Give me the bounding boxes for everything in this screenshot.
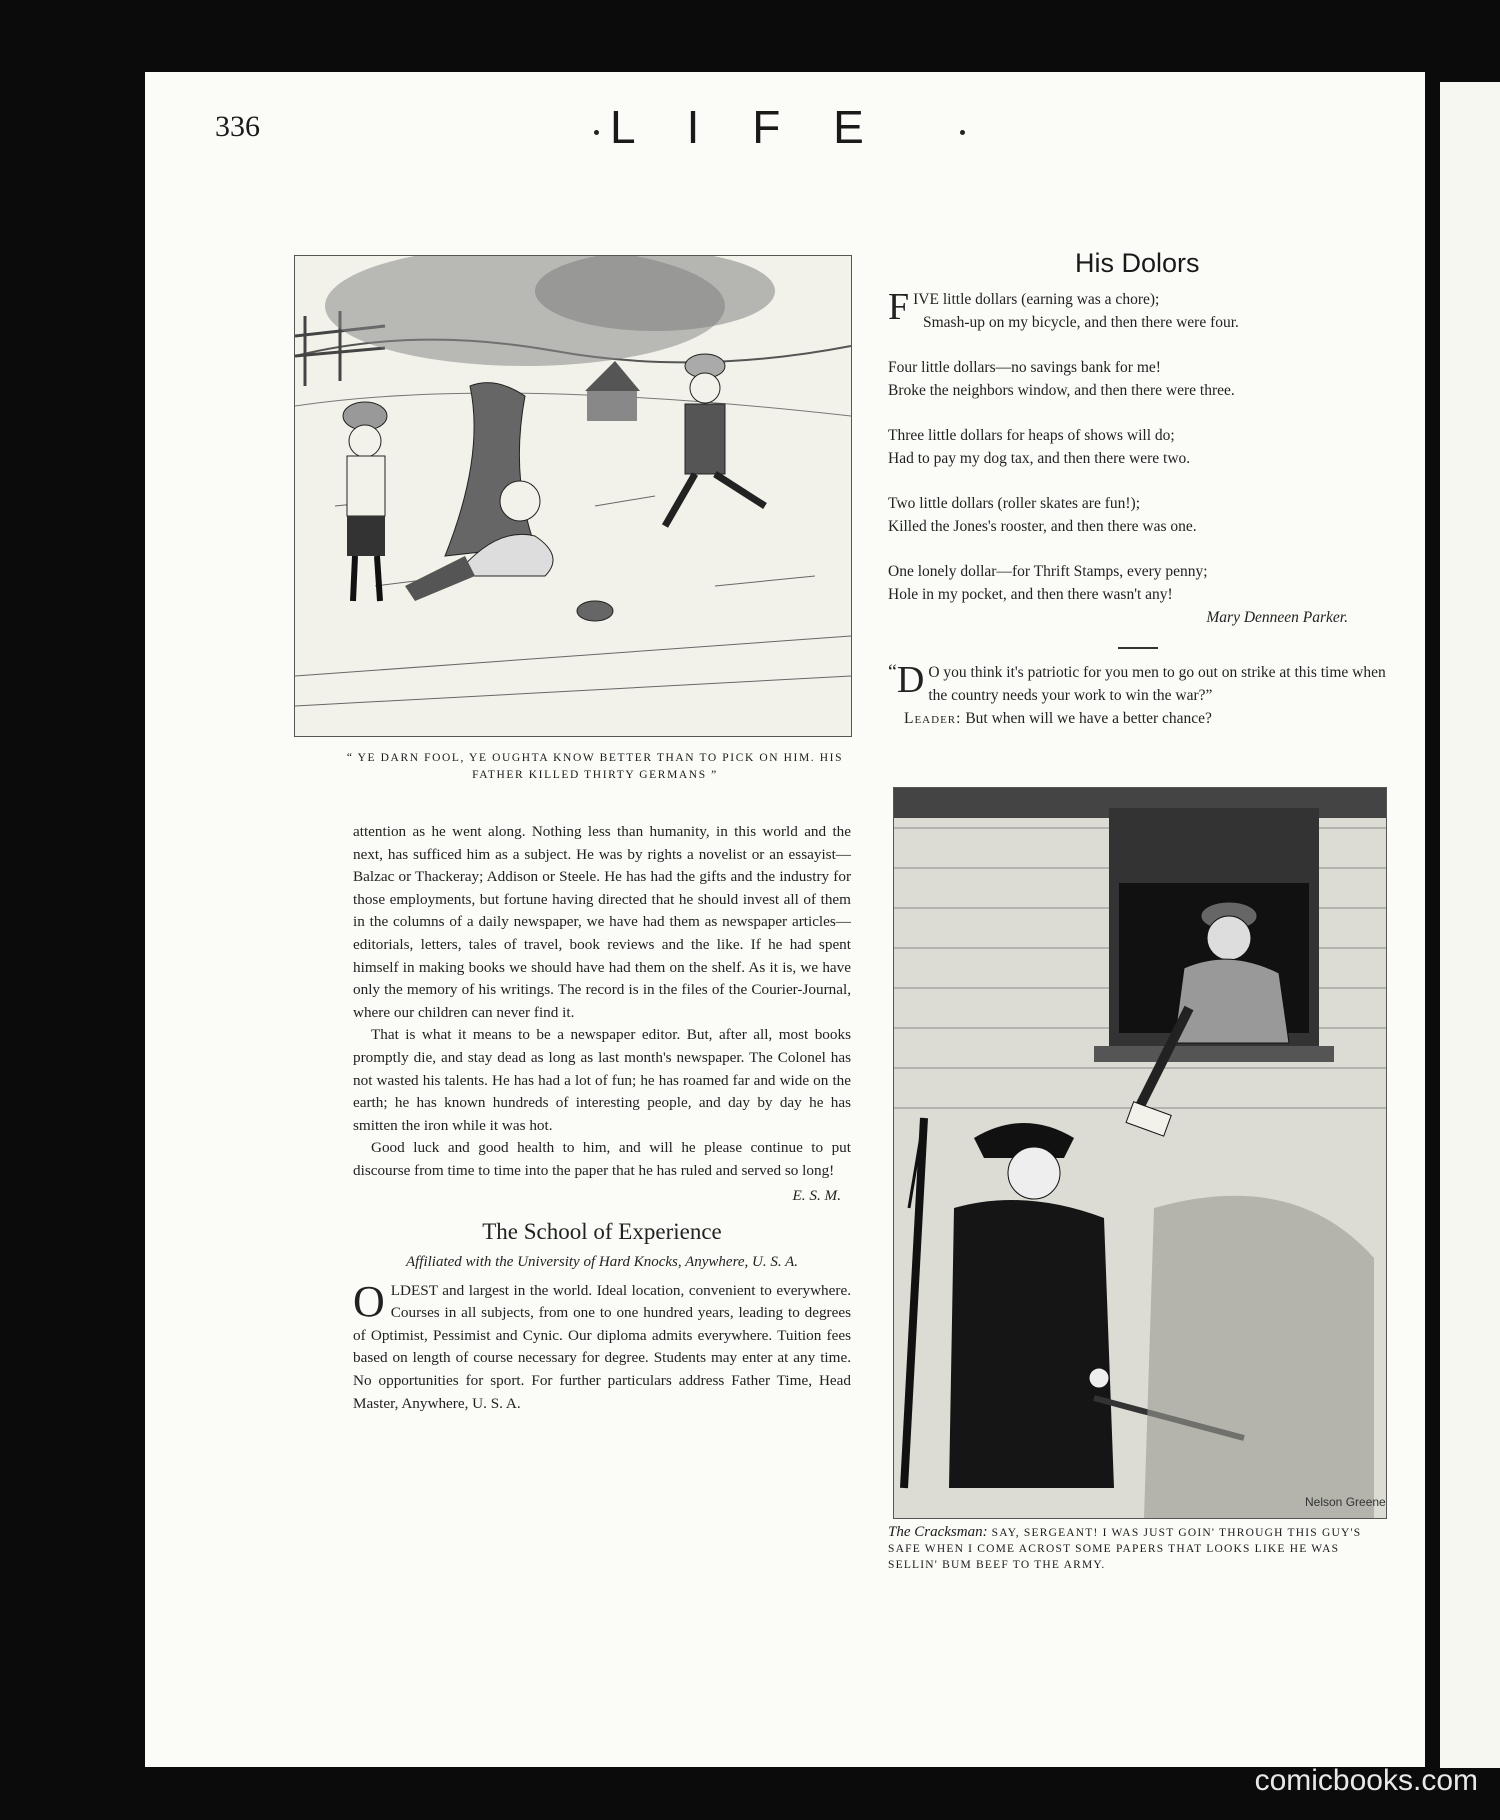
strike-joke	[888, 661, 1388, 730]
cartoon-cracksman-illustration	[893, 787, 1387, 1519]
watermark: comicbooks.com	[1254, 1764, 1478, 1797]
poem-line: Three little dollars for heaps of shows will do;	[888, 427, 1175, 444]
caption-speaker: The Cracksman:	[888, 1524, 988, 1540]
editorial-paragraph-3: Good luck and good health to him, and will he please continue to put discourse from time to time into the paper that he has ruled and served so long!	[353, 1139, 851, 1179]
school-title: The School of Experience	[482, 1219, 722, 1245]
editorial-paragraph-1: attention as he went along. Nothing less than humanity, in this world and the next, has sufficed him as a subject. He was by rights a novelist or an essayist—Balzac or Thackeray; Addison or Steele. He has had the gifts and the industry for those employments, but fortune having directed that he should invest all of them in the columns of a daily newspaper, we have had them as newspaper articles—editorials, letters, tales of travel, book reviews and the like. If he had spent himself in making books we should have had them on the shelf. As it is, we have only the memory of his writings. The record is in the files of the Courier-Journal, where our children can never find it.	[353, 823, 851, 1021]
poem-line: Killed the Jones's rooster, and then there was one.	[888, 518, 1197, 535]
school-text: LDEST and largest in the world. Ideal location, convenient to everywhere. Courses in all subjects, from one to one hundred years, leading to degrees of Optimist, Pessimist and Cynic. Our diploma admits everywhere. Tuition fees based on length of course necessary for degree. Students may enter at any time. No opportunities for sport. For further particulars address Father Time, Head Master, Anywhere, U. S. A.	[353, 1281, 851, 1412]
poem-line: Hole in my pocket, and then there wasn't any!	[888, 586, 1173, 603]
poem-stanza	[888, 288, 1388, 334]
poem-stanza	[888, 356, 1388, 402]
joke-open-quote: “	[888, 661, 897, 683]
masthead-dot-left	[594, 130, 599, 135]
masthead: L I F E	[610, 101, 884, 153]
poem-line: Smash-up on my bicycle, and then there were four.	[923, 314, 1239, 331]
joke-dropcap: D	[896, 659, 925, 701]
poem-line: One lonely dollar—for Thrift Stamps, every penny;	[888, 563, 1208, 580]
editorial-paragraph-2: That is what it means to be a newspaper editor. But, after all, most books promptly die, and stay dead as long as last month's newspaper. The Colonel has not wasted his talents. He has had a lot of fun; he has roamed far and wide on the earth; he has known hundreds of interesting people, and day by day he has smitten the iron while it was hot.	[353, 1026, 851, 1134]
poem-stanza	[888, 424, 1388, 470]
caption-text: SAY, SERGEANT! I WAS JUST GOIN' THROUGH THIS GUY'S SAFE WHEN I COME ACROST SOME PAPERS THAT LOOKS LIKE HE WAS SELLIN' BUM BEEF TO THE ARMY.	[888, 1527, 1362, 1571]
poem-dropcap: F	[888, 286, 910, 328]
section-divider	[1118, 647, 1158, 649]
cartoon-cracksman-artist-signature: Nelson Greene	[1305, 1495, 1386, 1509]
poem-author: Mary Denneen Parker.	[1206, 609, 1348, 626]
poem-stanza	[888, 560, 1388, 606]
joke-speaker: Leader:	[904, 710, 962, 727]
poem-line: Broke the neighbors window, and then there were three.	[888, 382, 1235, 399]
poem-line: Two little dollars (roller skates are fun!);	[888, 495, 1140, 512]
poem-stanza	[888, 492, 1388, 538]
joke-question: O you think it's patriotic for you men to go out on strike at this time when the country needs your work to win the war?”	[928, 664, 1386, 704]
adjacent-page-edge	[1435, 82, 1500, 1768]
cartoon-boys-caption: “ YE DARN FOOL, YE OUGHTA KNOW BETTER THAN TO PICK ON HIM. HIS FATHER KILLED THIRTY GERMANS ”	[346, 752, 844, 781]
editorial-column	[353, 821, 851, 1415]
poem	[888, 288, 1388, 730]
poem-line: Four little dollars—no savings bank for me!	[888, 359, 1161, 376]
editorial-signature: E. S. M.	[792, 1186, 841, 1204]
joke-reply-line	[888, 707, 1388, 730]
poem-line: Had to pay my dog tax, and then there were two.	[888, 450, 1191, 467]
cartoon-cracksman-caption	[888, 1524, 1388, 1573]
school-dropcap: O	[353, 1276, 385, 1326]
school-body	[353, 1276, 851, 1416]
school-subtitle: Affiliated with the University of Hard Knocks, Anywhere, U. S. A.	[405, 1253, 799, 1270]
page-number: 336	[215, 110, 260, 143]
cartoon-boys-illustration	[294, 255, 852, 737]
poem-line: IVE little dollars (earning was a chore);	[913, 291, 1160, 308]
joke-reply: But when will we have a better chance?	[965, 710, 1212, 727]
masthead-dot-right	[960, 130, 965, 135]
poem-title: His Dolors	[1075, 248, 1200, 278]
